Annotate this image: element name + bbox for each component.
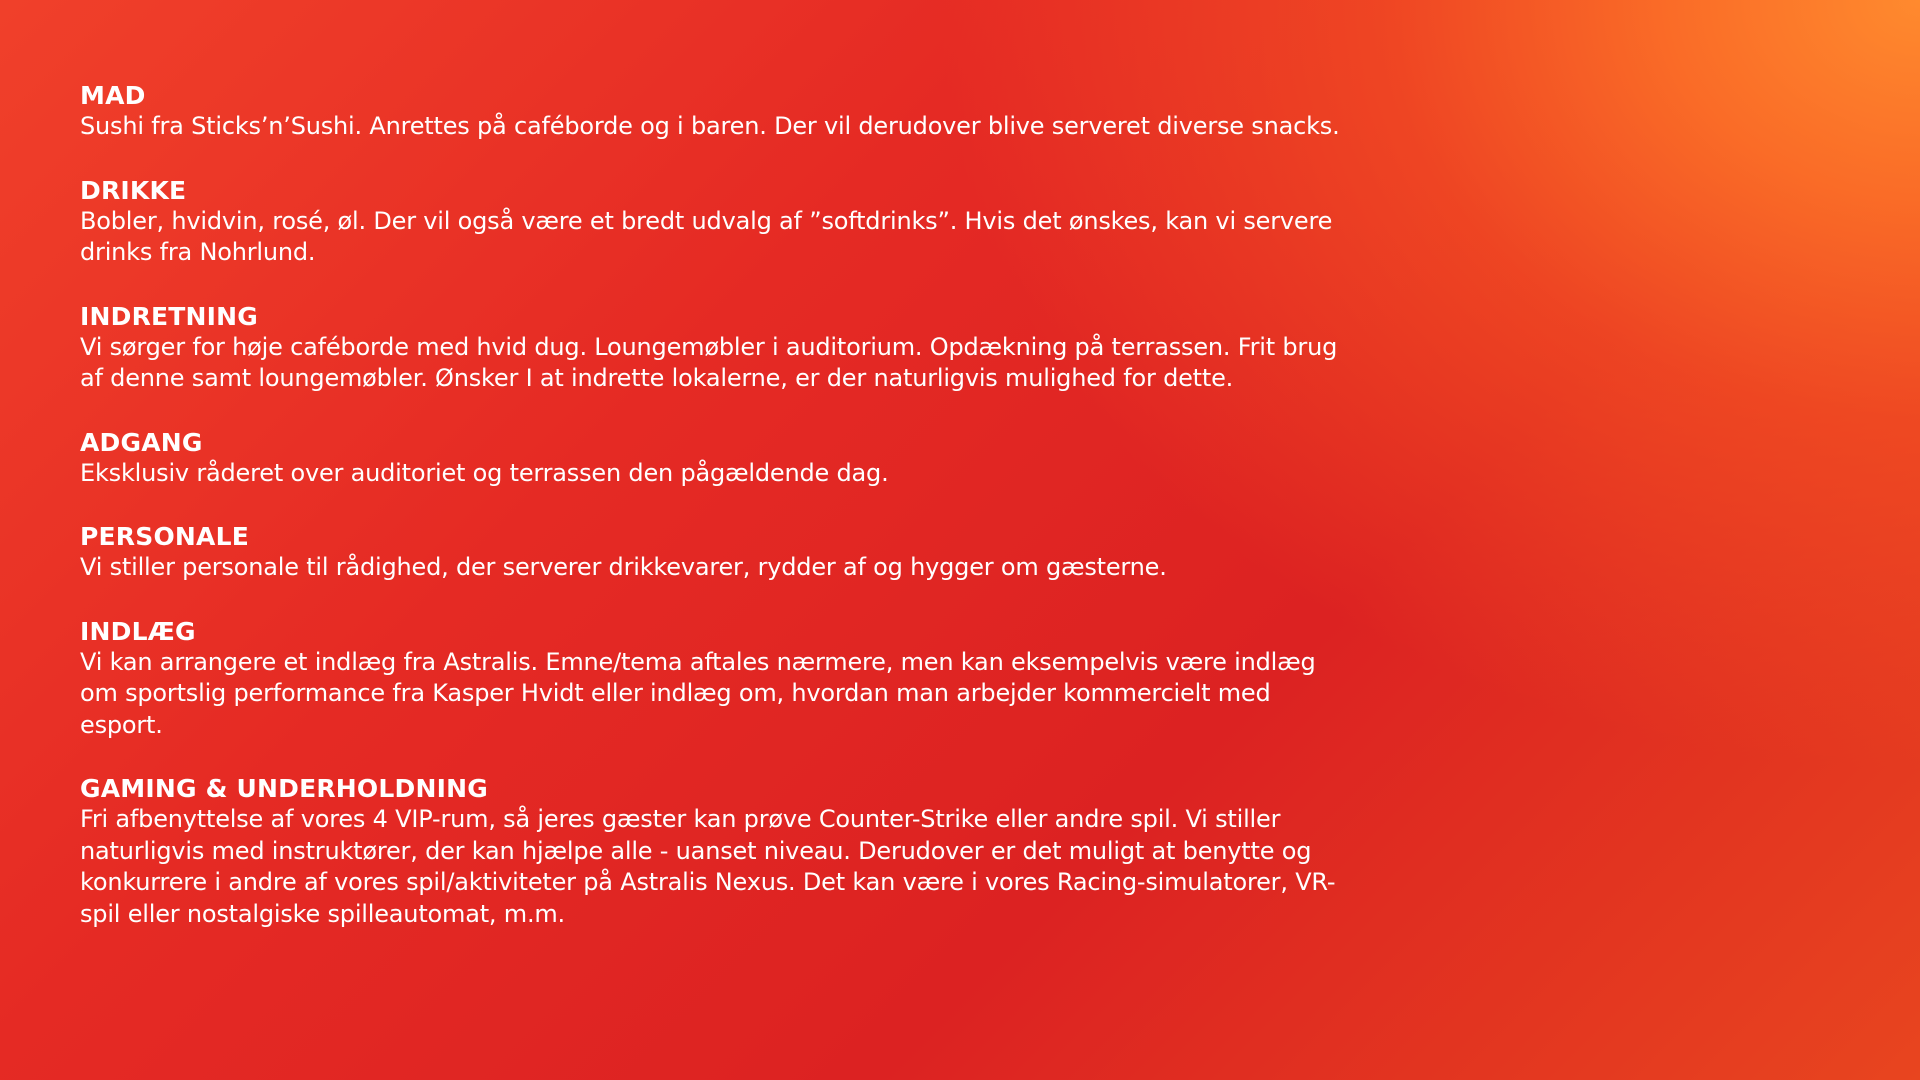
section-gaming-underholdning xyxy=(80,773,1350,930)
section-indlaeg xyxy=(80,616,1350,742)
section-heading: INDLÆG xyxy=(80,616,196,646)
section-body: Fri afbenyttelse af vores 4 VIP-rum, så jeres gæster kan prøve Counter-Strike eller andre spil. Vi stiller naturligvis med instruktører, der kan hjælpe alle - uanset niveau. Derudover er det muligt at benytte og konkurrere i andre af vores spil/aktiviteter på Astralis Nexus. Det kan være i vores Racing-simulatorer, VR-spil eller nostalgiske spilleautomat, m.m. xyxy=(80,805,1336,928)
section-heading: ADGANG xyxy=(80,427,203,457)
section-personale xyxy=(80,521,1350,584)
section-heading: INDRETNING xyxy=(80,301,259,331)
section-heading: GAMING & UNDERHOLDNING xyxy=(80,774,488,803)
section-body: Vi kan arrangere et indlæg fra Astralis. Emne/tema aftales nærmere, men kan eksempelvis være indlæg om sportslig performance fra Kasper Hvidt eller indlæg om, hvordan man arbejder kommercielt med esport. xyxy=(80,647,1316,739)
section-heading: MAD xyxy=(80,81,146,110)
section-body: Eksklusiv råderet over auditoriet og terrassen den pågældende dag. xyxy=(80,458,889,487)
section-body: Vi sørger for høje caféborde med hvid dug. Loungemøbler i auditorium. Opdækning på terrassen. Frit brug af denne samt loungemøbler. Ønsker I at indrette lokalerne, er der naturligvis mulighed for dette. xyxy=(80,332,1338,392)
section-body: Vi stiller personale til rådighed, der serverer drikkevarer, rydder af og hygger om gæsterne. xyxy=(80,553,1167,581)
section-drikke xyxy=(80,175,1350,269)
section-adgang xyxy=(80,427,1350,490)
section-heading: PERSONALE xyxy=(80,522,249,551)
section-indretning xyxy=(80,301,1350,395)
info-list xyxy=(80,80,1350,962)
section-heading: DRIKKE xyxy=(80,175,187,205)
section-body: Sushi fra Sticks’n’Sushi. Anrettes på caféborde og i baren. Der vil derudover blive serveret diverse snacks. xyxy=(80,112,1340,140)
section-body: Bobler, hvidvin, rosé, øl. Der vil også være et bredt udvalg af ”softdrinks”. Hvis det ønskes, kan vi servere drinks fra Nohrlund. xyxy=(80,206,1333,266)
section-mad xyxy=(80,80,1350,143)
